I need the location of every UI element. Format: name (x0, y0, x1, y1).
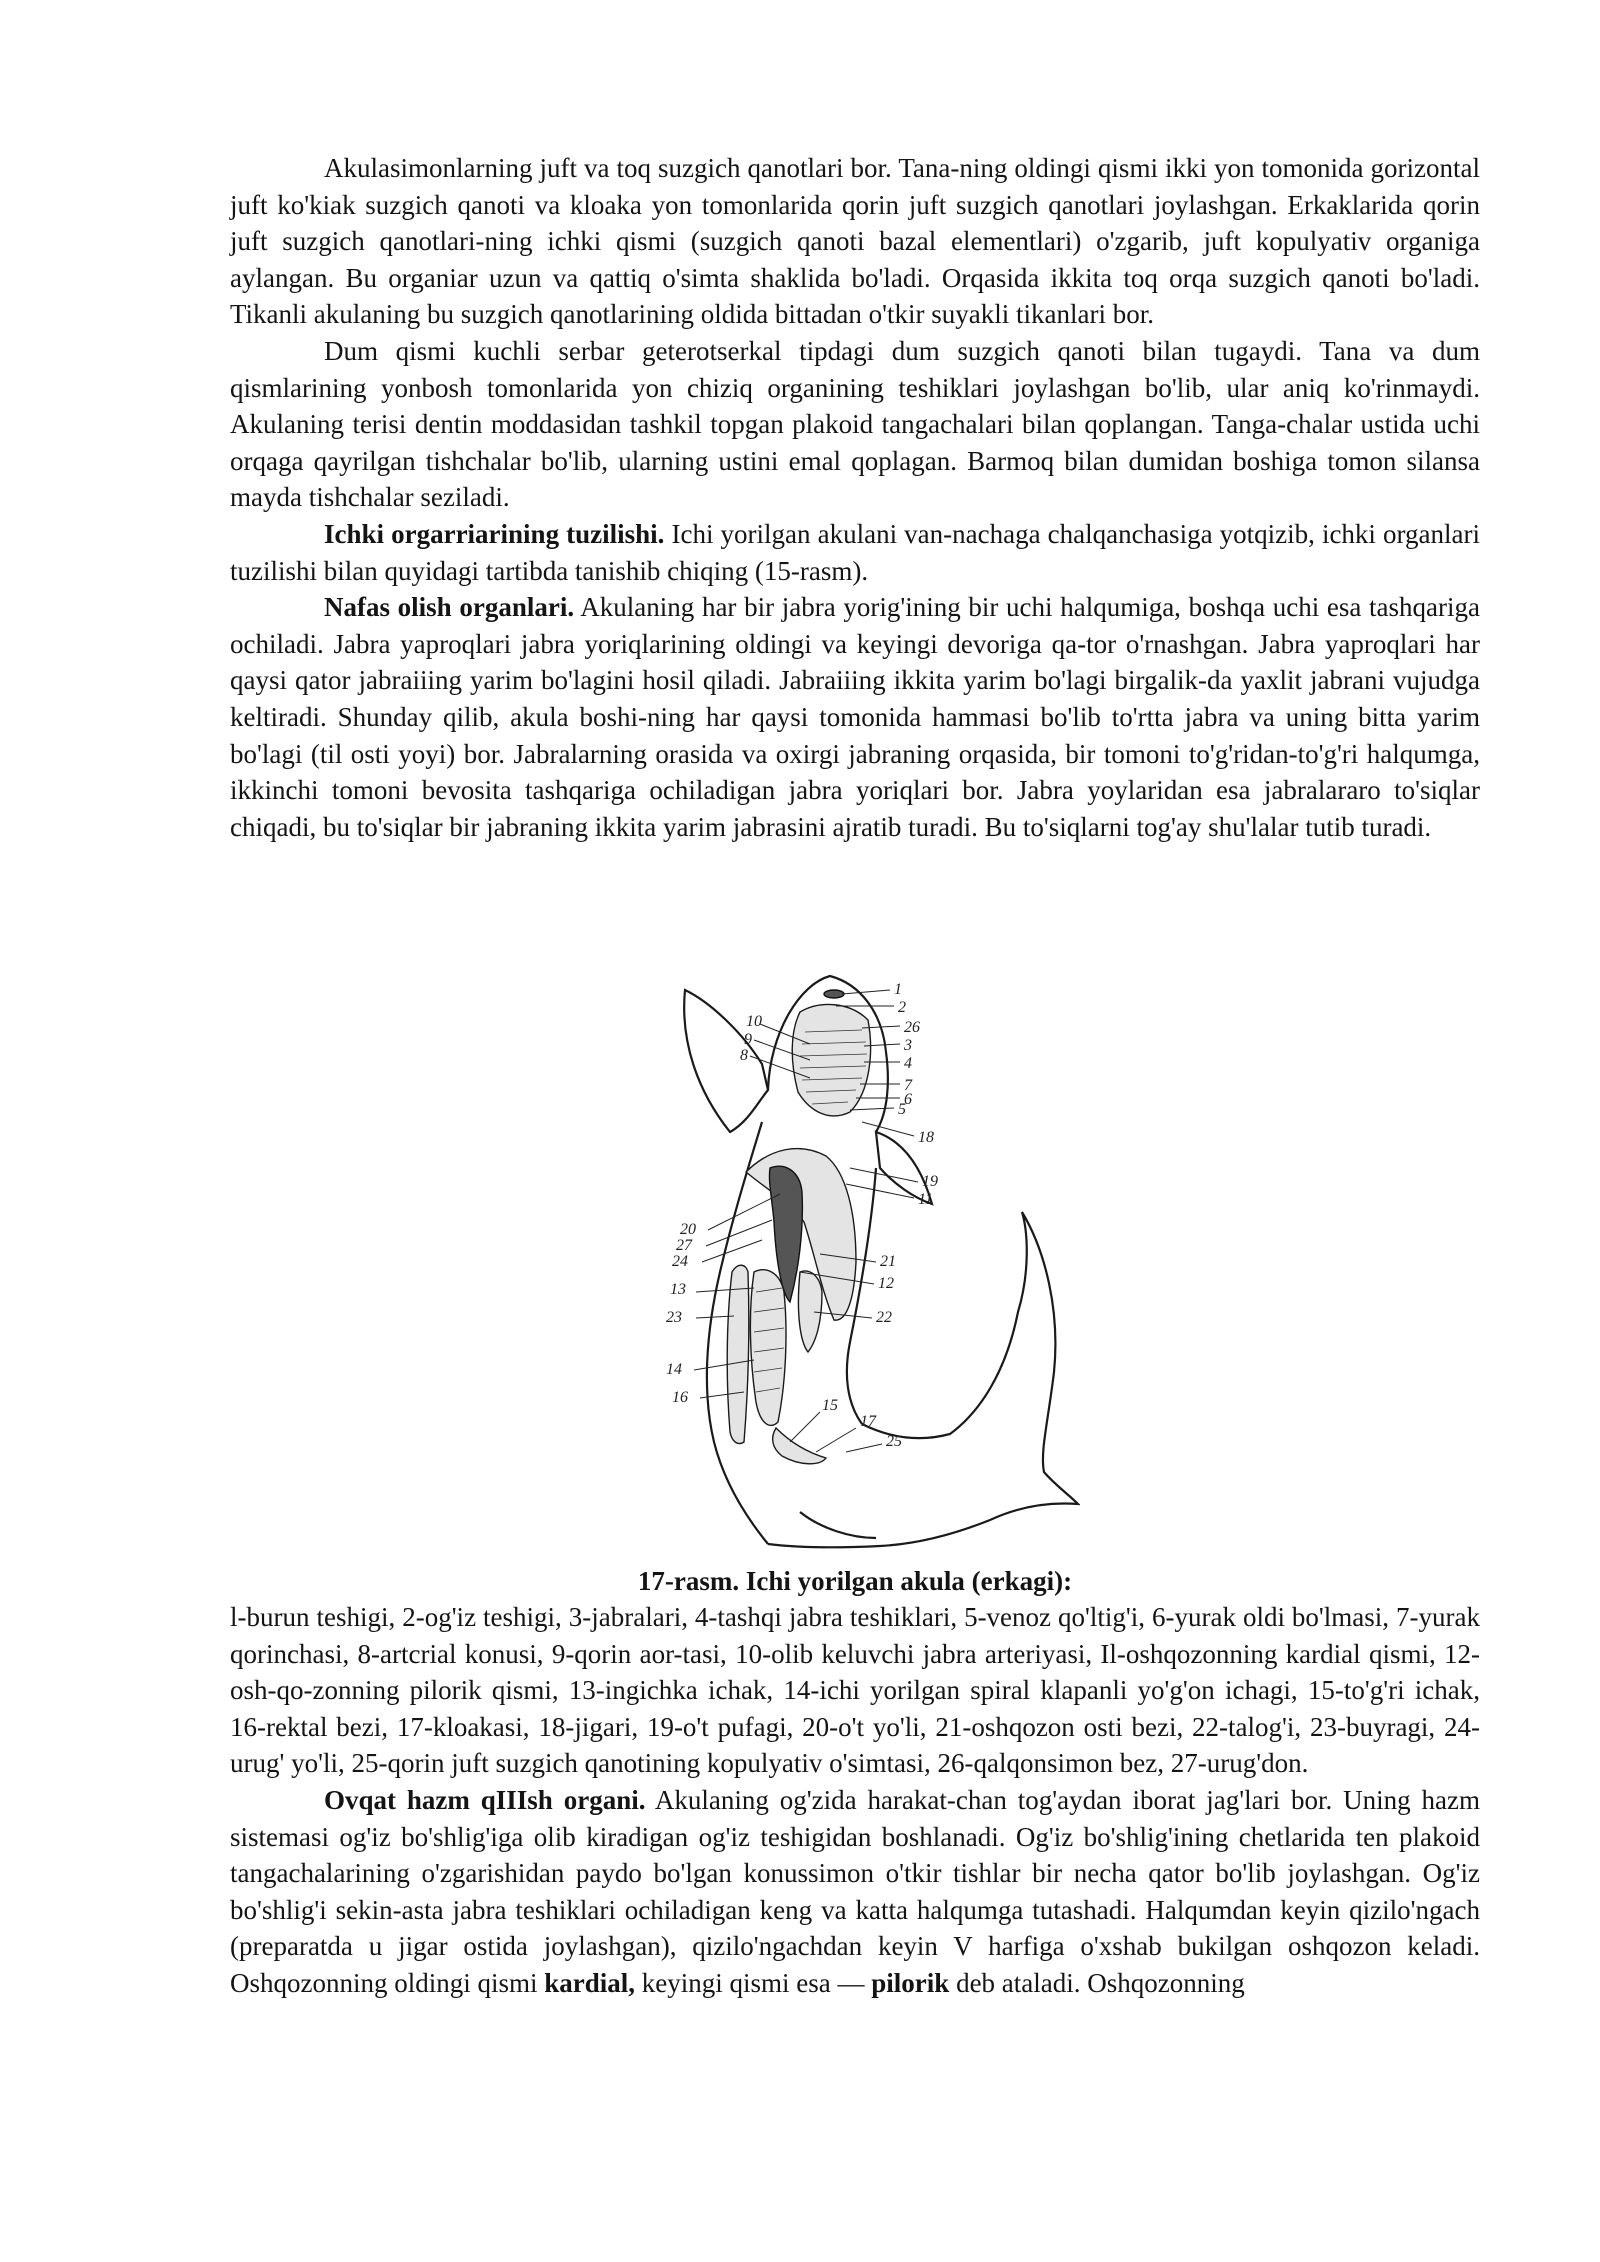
body-text-bottom (230, 1599, 1480, 2002)
fig-label-4: 4 (904, 1055, 912, 1072)
fig-label-15: 15 (822, 1397, 838, 1414)
fig-label-5: 5 (898, 1101, 906, 1118)
fig-label-22: 22 (876, 1309, 892, 1326)
spiral-intestine (750, 1270, 786, 1426)
fig-label-13: 13 (670, 1281, 686, 1298)
heading-respiratory: Nafas olish organlari. (324, 592, 575, 623)
term-pilorik: pilorik (871, 1967, 950, 1998)
fig-label-10: 10 (746, 1013, 762, 1030)
paragraph-internal-organs (230, 516, 1480, 589)
fig-label-19: 19 (922, 1173, 938, 1190)
nostril (824, 990, 844, 998)
figure-legend: l-burun teshigi, 2-og'iz teshigi, 3-jabralari, 4-tashqi jabra teshiklari, 5-venoz qo'ltig'i, 6-yurak oldi bo'lmasi, 7-yurak qorinchasi, 8-artcrial konusi, 9-qorin aor-tasi, 10-olib keluvchi jabra arteriyasi, Il-oshqozonning kardial qismi, 12-osh-qo-zonning pilorik qismi, 13-ingichka ichak, 14-ichi yorilgan spiral klapanli yo'g'on ichagi, 15-to'g'ri ichak, 16-rektal bezi, 17-kloakasi, 18-jigari, 19-o't pufagi, 20-o't yo'li, 21-oshqozon osti bezi, 22-talog'i, 23-buyragi, 24-urug' yo'li, 25-qorin juft suzgich qanotining kopulyativ o'simtasi, 26-qalqonsimon bez, 27-urug'don. (230, 1602, 1480, 1779)
fig-label-18: 18 (918, 1129, 934, 1146)
text-internal-organs: Ichi yorilgan akulani van-nachaga chalqanchasiga yotqizib, ichki organlari tuzilishi bilan quyidagi tartibda tanishib chiqing (15-rasm). (230, 518, 1480, 586)
fig-label-6: 6 (904, 1091, 912, 1108)
term-kardial: kardial, (544, 1967, 636, 1998)
fig-label-14: 14 (666, 1361, 682, 1378)
fig-label-25: 25 (886, 1433, 902, 1450)
fig-label-7: 7 (904, 1077, 912, 1094)
text-digestive-2: keyingi qismi esa — (635, 1967, 872, 1998)
fig-label-2: 2 (898, 999, 906, 1016)
heading-digestive: Ovqat hazm qIIIsh organi. (324, 1784, 646, 1815)
fig-label-21: 21 (880, 1253, 896, 1270)
text-digestive-1: Akulaning og'zida harakat-chan tog'aydan iborat jag'lari bor. Uning hazm sistemasi og'iz bo'shlig'iga olib kiradigan og'iz teshigidan boshlanadi. Og'iz bo'shlig'ining chetlarida ten plakoid tangachalarining o'zgarishidan paydo bo'lgan konussimon o'tkir tishlar bir necha qator bo'lib joylashgan. Og'iz bo'shlig'i sekin-asta jabra teshiklari ochiladigan keng va katta halqumga tutashadi. Halqumdan keyin qizilo'ngach (preparatda u jigar ostida joylashgan), qizilo'ngachdan keyin V harfiga o'xshab bukilgan oshqozon keladi. Oshqozonning oldingi qismi (230, 1784, 1480, 1998)
fig-label-24: 24 (672, 1253, 688, 1270)
spleen (798, 1271, 822, 1352)
fig-label-1: 1 (894, 981, 902, 998)
fig-label-17: 17 (860, 1413, 876, 1430)
tail-fin (768, 1212, 1078, 1547)
fig-label-16: 16 (672, 1389, 688, 1406)
fig-label-23: 23 (666, 1309, 682, 1326)
fig-label-27: 27 (676, 1237, 692, 1254)
gill-region (792, 1004, 870, 1115)
kidney (727, 1265, 749, 1443)
fig-label-26: 26 (904, 1019, 920, 1036)
paragraph-fins: Akulasimonlarning juft va toq suzgich qanotlari bor. Tana-ning oldingi qismi ikki yon tomonida gorizontal juft ko'kiak suzgich qanoti va kloaka yon tomonlarida qorin juft suzgich qanotlari joylashgan. Erkaklarida qorin juft suzgich qanotlari-ning ichki qismi (suzgich qanoti bazal elementlari) o'zgarib, juft kopulyativ organiga aylangan. Bu organiar uzun va qattiq o'simta shaklida bo'ladi. Orqasida ikkita toq orqa suzgich qanoti bo'ladi. Tikanli akulaning bu suzgich qanotlarining oldida bittadan o'tkir suyakli tikanlari bor. (230, 153, 1480, 330)
fig-label-9: 9 (744, 1031, 752, 1048)
pectoral-fin-left (684, 990, 768, 1132)
fig-label-20: 20 (680, 1221, 696, 1238)
body-text-top (230, 150, 1480, 845)
heading-internal-organs: Ichki orgarriarining tuzilishi. (324, 518, 665, 549)
paragraph-respiratory (230, 589, 1480, 845)
paragraph-digestive (230, 1782, 1480, 2002)
figure-caption: 17-rasm. Ichi yorilgan akula (erkagi): (637, 1566, 1073, 1596)
fig-label-12: 12 (878, 1275, 894, 1292)
shark-anatomy-figure (650, 972, 1080, 1554)
text-respiratory: Akulaning har bir jabra yorig'ining bir uchi halqumiga, boshqa uchi esa tashqariga ochiladi. Jabra yaproqlari jabra yoriqlarining oldingi va keyingi devoriga qa-tor o'rnashgan. Jabra yaproqlari har qaysi qator jabraiiing yarim bo'lagini hosil qiladi. Jabraiiing ikkita yarim bo'lagi birgalik-da yaxlit jabrani vujudga keltiradi. Shunday qilib, akula boshi-ning har qaysi tomonida hammasi bo'lib to'rtta jabra va uning bitta yarim bo'lagi (til osti yoyi) bor. Jabralarning orasida va oxirgi jabraning orqasida, bir tomoni to'g'ridan-to'g'ri halqumga, ikkinchi tomoni bevosita tashqariga ochiladigan jabra yoriqlari bor. Jabra yoylaridan esa jabralararo to'siqlar chiqadi, bu to'siqlar bir jabraning ikkita yarim jabrasini ajratib turadi. Bu to'siqlarni tog'ay shu'lalar tutib turadi. (230, 592, 1481, 842)
text-digestive-3: deb ataladi. Oshqozonning (949, 1967, 1245, 1998)
fig-label-3: 3 (904, 1037, 912, 1054)
paragraph-tail-skin: Dum qismi kuchli serbar geterotserkal tipdagi dum suzgich qanoti bilan tugaydi. Tana va dum qismlarining yonbosh tomonlarida yon chiziq organining teshiklari joylashgan bo'lib, ular aniq ko'rinmaydi. Akulaning terisi dentin moddasidan tashkil topgan plakoid tangachalari bilan qoplangan. Tanga-chalar ustida uchi orqaga qayrilgan tishchalar bo'lib, ularning ustini emal qoplagan. Barmoq bilan dumidan boshiga tomon silansa mayda tishchalar seziladi. (230, 335, 1480, 513)
fig-label-8: 8 (740, 1047, 748, 1064)
ventral-fin (800, 1512, 876, 1538)
fig-label-11: 11 (918, 1191, 933, 1208)
